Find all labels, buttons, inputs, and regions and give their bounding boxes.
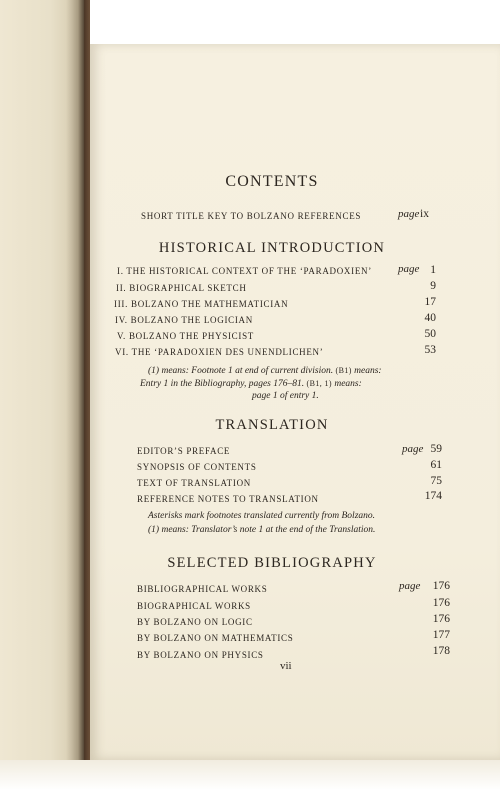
- toc-entry-label: SYNOPSIS OF CONTENTS: [137, 462, 257, 472]
- page-word: page: [402, 443, 424, 455]
- toc-entry-label: TEXT OF TRANSLATION: [137, 478, 251, 488]
- page-gutter-shadow: [66, 0, 86, 790]
- toc-entry-label: III. BOLZANO THE MATHEMATICIAN: [114, 299, 289, 309]
- historical-note-line-3: page 1 of entry 1.: [252, 391, 319, 401]
- toc-entry-page: 53: [424, 344, 436, 356]
- toc-entry-page: 178: [432, 645, 450, 657]
- toc-entry-label: IV. BOLZANO THE LOGICIAN: [115, 315, 253, 325]
- toc-entry-page: 176: [432, 597, 450, 609]
- toc-entry-page: 17: [424, 296, 436, 308]
- contents-heading: CONTENTS: [225, 173, 319, 190]
- toc-entry-label: BIOGRAPHICAL WORKS: [137, 601, 251, 611]
- toc-entry-page: 40: [424, 312, 436, 324]
- toc-entry-label: BIBLIOGRAPHICAL WORKS: [137, 584, 268, 594]
- toc-entry-label: REFERENCE NOTES TO TRANSLATION: [137, 494, 319, 504]
- toc-entry-page: 1: [430, 264, 436, 276]
- translation-note-line-1: Asterisks mark footnotes translated currently from Bolzano.: [148, 511, 376, 521]
- toc-entry-page: 174: [424, 490, 442, 502]
- page-word: page: [398, 208, 420, 220]
- toc-entry-label: EDITOR’S PREFACE: [137, 446, 231, 456]
- bibliography-heading: SELECTED BIBLIOGRAPHY: [167, 555, 377, 571]
- toc-entry-label: V. BOLZANO THE PHYSICIST: [117, 331, 254, 341]
- page-folio: vii: [280, 660, 292, 672]
- toc-entry-label: BY BOLZANO ON PHYSICS: [137, 650, 264, 660]
- toc-entry-page: 9: [430, 280, 436, 292]
- historical-heading: HISTORICAL INTRODUCTION: [158, 240, 386, 256]
- toc-entry-page: 75: [430, 475, 442, 487]
- short-title-key-page: ix: [420, 208, 429, 220]
- translation-heading: TRANSLATION: [215, 417, 329, 433]
- page-word: page: [399, 580, 421, 592]
- toc-entry-label: BY BOLZANO ON LOGIC: [137, 617, 253, 627]
- toc-entry-label: VI. THE ‘PARADOXIEN DES UNENDLICHEN’: [115, 347, 324, 357]
- short-title-key-label: SHORT TITLE KEY TO BOLZANO REFERENCES: [141, 211, 362, 221]
- toc-entry-page: 177: [432, 629, 450, 641]
- toc-entry-page: 61: [430, 459, 442, 471]
- toc-entry-label: II. BIOGRAPHICAL SKETCH: [116, 283, 247, 293]
- toc-entry-label: I. THE HISTORICAL CONTEXT OF THE ‘PARADOXIEN’: [117, 266, 372, 276]
- page-word: page: [398, 263, 420, 275]
- toc-entry-label: BY BOLZANO ON MATHEMATICS: [137, 633, 294, 643]
- book-bottom-edge: [0, 760, 500, 790]
- translation-note-line-2: (1) means: Translator’s note 1 at the end of the Translation.: [148, 525, 376, 535]
- historical-note-line-2: Entry 1 in the Bibliography, pages 176–81. (B1, 1) means:: [140, 379, 362, 389]
- toc-entry-page: 176: [432, 613, 450, 625]
- toc-entry-page: 50: [424, 328, 436, 340]
- historical-note-line-1: (1) means: Footnote 1 at end of current division. (B1) means:: [148, 366, 382, 376]
- toc-entry-page: 176: [432, 580, 450, 592]
- toc-entry-page: 59: [430, 443, 442, 455]
